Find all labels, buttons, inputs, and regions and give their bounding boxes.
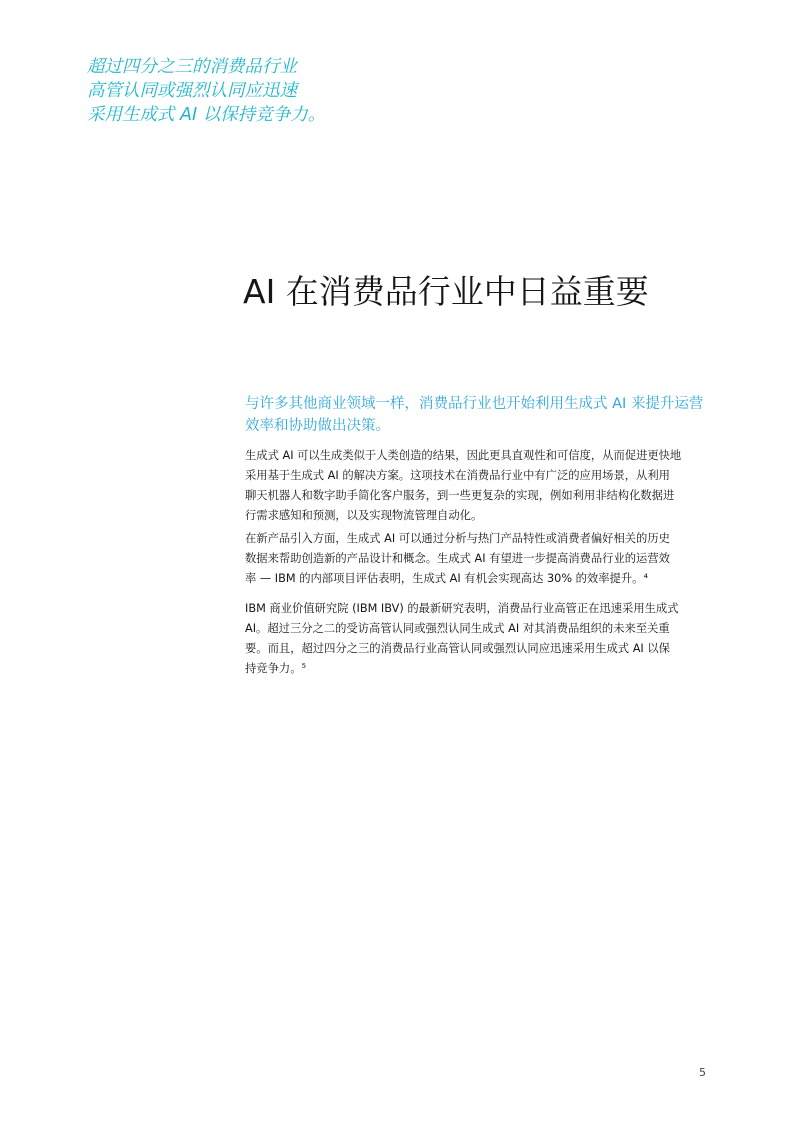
paragraph-line: 在新产品引入方面，生成式 AI 可以通过分析与热门产品特性或消费者偏好相关的历史 (245, 532, 670, 545)
paragraph-line: 要。而且，超过四分之三的消费品行业高管认同或强烈认同应迅速采用生成式 AI 以保 (245, 642, 670, 655)
body-paragraph-2 (245, 529, 715, 589)
lead-line: 与许多其他商业领域一样，消费品行业也开始利用生成式 AI 来提升运营 (245, 396, 704, 412)
paragraph-line: IBM 商业价值研究院 (IBM IBV) 的最新研究表明，消费品行业高管正在迅速采用生成式 (245, 602, 679, 615)
paragraph-line: 行需求感知和预测，以及实现物流管理自动化。 (245, 509, 483, 522)
page-number: 5 (699, 1066, 706, 1079)
pull-quote (87, 55, 387, 127)
paragraph-line: 采用基于生成式 AI 的解决方案。这项技术在消费品行业中有广泛的应用场景，从利用 (245, 469, 670, 482)
body-paragraph-3 (245, 599, 715, 679)
lead-paragraph (245, 393, 715, 437)
body-paragraph-1 (245, 446, 715, 526)
paragraph-line: 持竞争力。⁵ (245, 662, 307, 675)
section-title: AI 在消费品行业中日益重要 (243, 272, 649, 311)
paragraph-line: 聊天机器人和数字助手简化客户服务，到一些更复杂的实现，例如利用非结构化数据进 (245, 489, 675, 502)
pull-quote-line: 高管认同或强烈认同应迅速 (87, 81, 297, 101)
paragraph-line: 数据来帮助创造新的产品设计和概念。生成式 AI 有望进一步提高消费品行业的运营效 (245, 552, 670, 565)
lead-line: 效率和协助做出决策。 (245, 418, 390, 434)
pull-quote-line: 采用生成式 AI 以保持竞争力。 (87, 105, 326, 125)
paragraph-line: AI。超过三分之二的受访高管认同或强烈认同生成式 AI 对其消费品组织的未来至关重 (245, 622, 670, 635)
paragraph-line: 生成式 AI 可以生成类似于人类创造的结果，因此更具直观性和可信度，从而促进更快地 (245, 449, 682, 462)
pull-quote-line: 超过四分之三的消费品行业 (87, 57, 297, 77)
paragraph-line: 率 — IBM 的内部项目评估表明，生成式 AI 有机会实现高达 30% 的效率提升。⁴ (245, 572, 648, 585)
